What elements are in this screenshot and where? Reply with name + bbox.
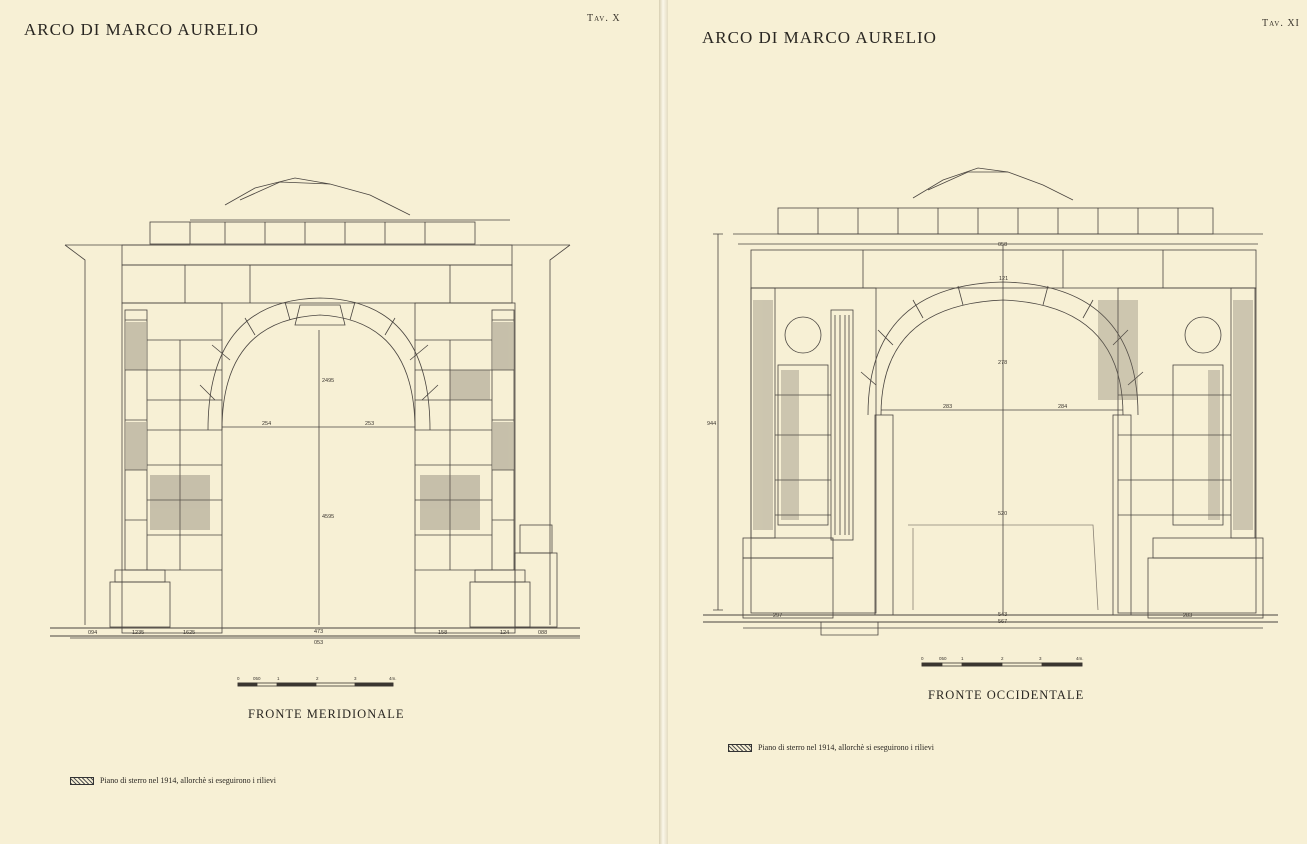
scale-tick-label: 3 <box>1039 656 1042 661</box>
dim-half-span-left: 254 <box>262 421 272 427</box>
dim-pier-height: 4595 <box>322 514 335 520</box>
scale-tick-label: 4m. <box>389 676 397 681</box>
scale-tick-label: 0 <box>921 656 924 661</box>
legend-text: Piano di sterro nel 1914, allorchè si eseguirono i rilievi <box>100 776 276 785</box>
dim-top: 058 <box>998 242 1008 248</box>
scale-tick-label: 050 <box>253 676 261 681</box>
dim-half-span-right: 253 <box>365 421 375 427</box>
figure-caption: FRONTE OCCIDENTALE <box>928 688 1085 702</box>
legend <box>728 743 934 752</box>
right-page <box>668 0 1307 844</box>
dim-bottom-sub: 053 <box>314 640 324 646</box>
dim-bottom-left-3: 1625 <box>183 630 196 636</box>
figure-caption: FRONTE MERIDIONALE <box>248 707 405 721</box>
scale-tick-label: 2 <box>1001 656 1004 661</box>
dim-bottom-right-3: 088 <box>538 630 548 636</box>
dim-bottom-left-1: 094 <box>88 630 98 636</box>
legend <box>70 776 276 785</box>
dim-bottom-left-2: 1235 <box>132 630 145 636</box>
dim-half-span-right: 284 <box>1058 404 1068 410</box>
scale-tick-label: 1 <box>277 676 280 681</box>
hatch-swatch-icon <box>70 777 94 785</box>
dim-half-span-left: 283 <box>943 404 953 410</box>
dim-bottom-center: 473 <box>314 629 324 635</box>
hatch-swatch-icon <box>728 744 752 752</box>
dim-bottom-sub: 567 <box>998 619 1008 625</box>
scale-tick-label: 1 <box>961 656 964 661</box>
scale-tick-label: 0 <box>237 676 240 681</box>
dim-bottom-right-2: 124 <box>500 630 510 636</box>
dim-arch-height: 278 <box>998 360 1008 366</box>
page-heading: ARCO DI MARCO AURELIO <box>702 28 937 47</box>
dim-bottom-center: 543 <box>998 612 1008 618</box>
dim-bottom-right: 283 <box>1183 613 1193 619</box>
dim-bottom-left: 297 <box>773 613 783 619</box>
scale-tick-label: 3 <box>354 676 357 681</box>
arch-elevation-drawing-south <box>40 170 620 650</box>
dim-total-height: 944 <box>707 421 717 427</box>
scale-bar <box>916 654 1096 672</box>
plate-number: Tav. X <box>587 13 621 24</box>
dim-bottom-right-1: 158 <box>438 630 448 636</box>
book-gutter <box>659 0 668 844</box>
scale-tick-label: 050 <box>939 656 947 661</box>
dim-arch-height: 2495 <box>322 378 335 384</box>
arch-elevation-drawing-west <box>703 160 1283 640</box>
scale-bar <box>232 674 402 692</box>
plate-number: Tav. XI <box>1262 18 1300 29</box>
page-heading: ARCO DI MARCO AURELIO <box>24 20 259 39</box>
scale-tick-label: 4m. <box>1076 656 1084 661</box>
dim-upper: 121 <box>999 276 1009 282</box>
dim-pier-height: 520 <box>998 511 1008 517</box>
legend-text: Piano di sterro nel 1914, allorchè si eseguirono i rilievi <box>758 743 934 752</box>
scale-tick-label: 2 <box>316 676 319 681</box>
